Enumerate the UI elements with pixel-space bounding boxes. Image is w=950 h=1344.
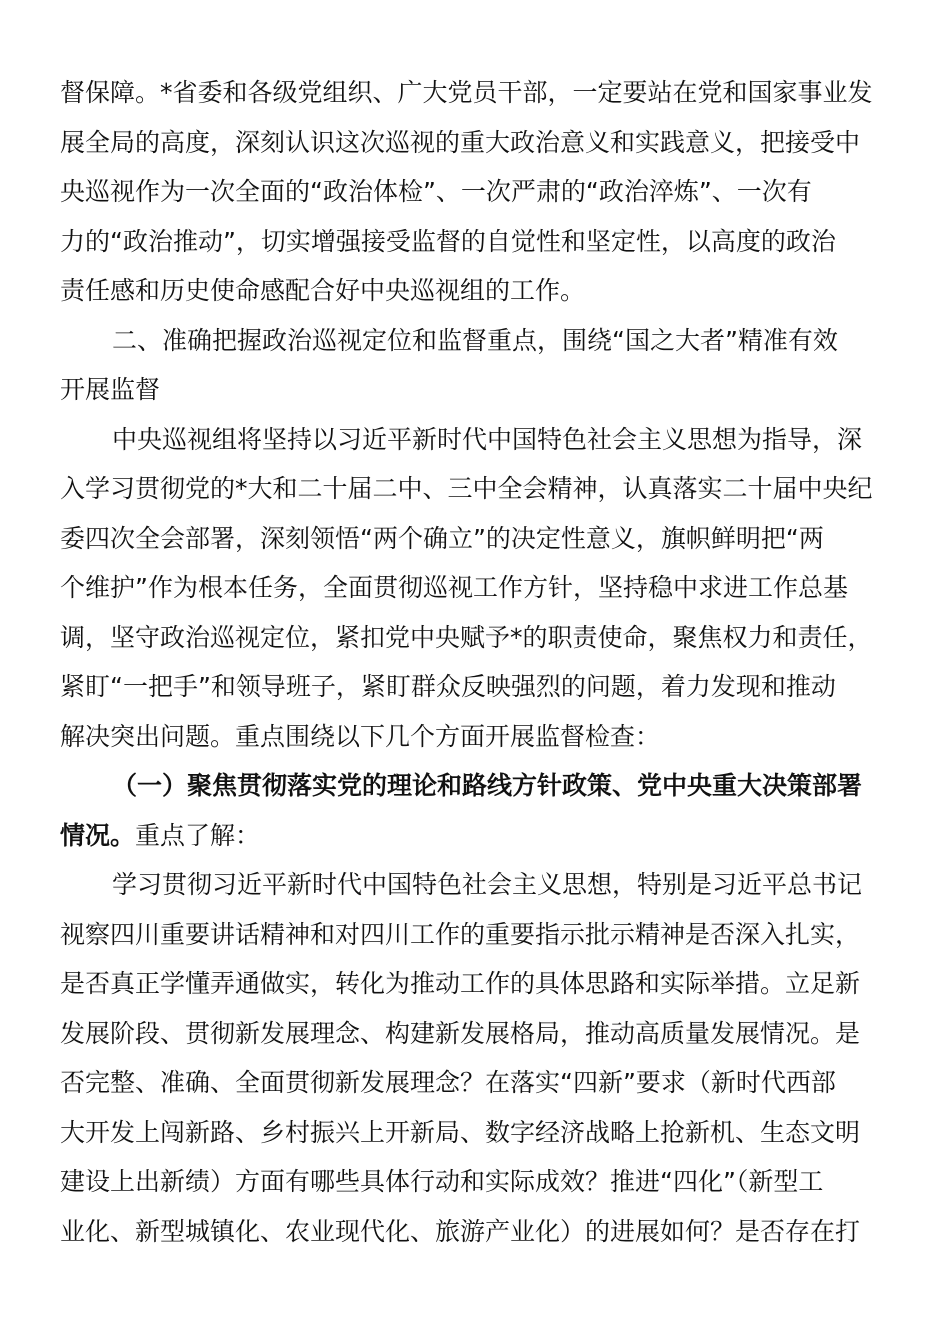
body-text-line: 入学习贯彻党的*大和二十届二中、三中全会精神，认真落实二十届中央纪 bbox=[60, 474, 873, 503]
body-text-line: 展全局的高度，深刻认识这次巡视的重大政治意义和实践意义，把接受中 bbox=[60, 127, 861, 157]
body-text-line: 否完整、准确、全面贯彻新发展理念？在落实“四新”要求（新时代西部 bbox=[60, 1068, 836, 1097]
body-text-line: 委四次全会部署，深刻领悟“两个确立”的决定性意义，旗帜鲜明把“两 bbox=[60, 523, 824, 553]
body-text-line: 央巡视作为一次全面的“政治体检”、一次严肃的“政治淬炼”、一次有 bbox=[60, 177, 812, 206]
body-text-line: 中央巡视组将坚持以习近平新时代中国特色社会主义思想为指导，深 bbox=[112, 424, 863, 454]
body-text-line: 业化、新型城镇化、农业现代化、旅游产业化）的进展如何？是否存在打 bbox=[60, 1216, 861, 1246]
body-text-line: 发展阶段、贯彻新发展理念、构建新发展格局，推动高质量发展情况。是 bbox=[60, 1018, 861, 1048]
body-text-line: 视察四川重要讲话精神和对四川工作的重要指示批示精神是否深入扎实， bbox=[60, 919, 861, 949]
body-text-line: 建设上出新绩）方面有哪些具体行动和实际成效？推进“四化”（新型工 bbox=[60, 1167, 824, 1196]
subsection-heading-line bbox=[60, 811, 888, 861]
body-text-fragment: 重点了解： bbox=[135, 820, 261, 850]
body-text-line: 督保障。*省委和各级党组织、广大党员干部，一定要站在党和国家事业发 bbox=[60, 78, 873, 107]
body-text-line: 解决突出问题。重点围绕以下几个方面开展监督检查： bbox=[60, 721, 661, 751]
subsection-heading-line: （一）聚焦贯彻落实党的理论和路线方针政策、党中央重大决策部署 bbox=[112, 771, 863, 800]
body-text-line: 力的“政治推动”，切实增强接受监督的自觉性和坚定性，以高度的政治 bbox=[60, 226, 836, 256]
body-text-line: 是否真正学懂弄通做实，转化为推动工作的具体思路和实际举措。立足新 bbox=[60, 969, 861, 998]
section-heading-line: 开展监督 bbox=[60, 375, 161, 404]
body-text-line: 调，坚守政治巡视定位，紧扣党中央赋予*的职责使命，聚焦权力和责任， bbox=[60, 622, 873, 652]
subsection-heading-end: 情况。 bbox=[60, 820, 136, 850]
body-text-line: 个维护”作为根本任务，全面贯彻巡视工作方针，坚持稳中求进工作总基 bbox=[60, 573, 848, 602]
body-text-line: 大开发上闯新路、乡村振兴上开新局、数字经济战略上抢新机、生态文明 bbox=[60, 1117, 861, 1147]
section-heading-line: 二、准确把握政治巡视定位和监督重点，围绕“国之大者”精准有效 bbox=[112, 325, 838, 355]
body-text-line: 紧盯“一把手”和领导班子，紧盯群众反映强烈的问题，着力发现和推动 bbox=[60, 672, 836, 701]
body-text-line: 学习贯彻习近平新时代中国特色社会主义思想，特别是习近平总书记 bbox=[112, 870, 863, 899]
body-text-line: 责任感和历史使命感配合好中央巡视组的工作。 bbox=[60, 276, 586, 305]
